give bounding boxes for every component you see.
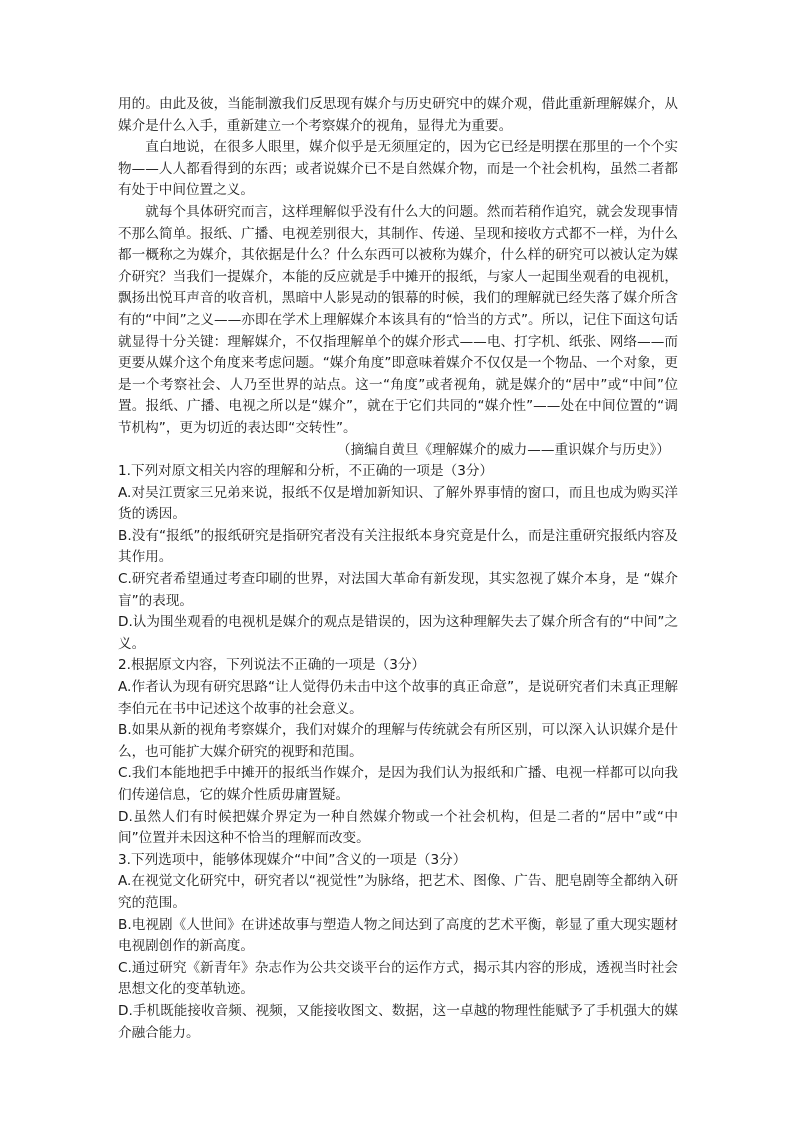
question-1-option-d: D.认为围坐观看的电视机是媒介的观点是错误的，因为这种理解失去了媒介所含有的“中间”之义。 [118, 614, 678, 652]
question-3-option-c: C.通过研究《新青年》杂志作为公共交谈平台的运作方式，揭示其内容的形成，透视当时社会思想文化的变革轨迹。 [118, 959, 678, 998]
question-3-option-a: A.在视觉文化研究中，研究者以“视觉性”为脉络，把艺术、图像、广告、肥皂剧等全都纳入研究的范围。 [118, 873, 678, 911]
source-citation: （摘编自黄旦《理解媒介的威力——重识媒介与历史》） [336, 441, 670, 458]
passage-paragraph-2: 直白地说，在很多人眼里，媒介似乎是无须厘定的，因为它已经是明摆在那里的一个个实物——人人都看得到的东西；或者说媒介已不是自然媒介物，而是一个社会机构，虽然二者都有处于中间位置之义。 [118, 139, 678, 199]
question-1-option-c: C.研究者希望通过考查印刷的世界，对法国大革命有新发现，其实忽视了媒介本身，是 “媒介盲”的表现。 [118, 571, 678, 609]
question-3-stem: 3.下列选项中，能够体现媒介“中间”含义的一项是（3分） [118, 851, 467, 868]
document-page [118, 94, 678, 1044]
question-2-stem: 2.根据原文内容，下列说法不正确的一项是（3分） [118, 657, 426, 674]
question-2-option-b: B.如果从新的视角考察媒介，我们对媒介的理解与传统就会有所区别，可以深入认识媒介是什么，也可能扩大媒介研究的视野和范围。 [118, 722, 678, 760]
question-1-option-b: B.没有“报纸”的报纸研究是指研究者没有关注报纸本身究竟是什么，而是注重研究报纸内容及其作用。 [118, 527, 678, 566]
question-3-option-d: D.手机既能接收音频、视频，又能接收图文、数据，这一卓越的物理性能赋予了手机强大的媒介融合能力。 [118, 1002, 678, 1041]
question-1-option-a: A.对吴江贾家三兄弟来说，报纸不仅是增加新知识、了解外界事情的窗口，而且也成为购买洋货的诱因。 [118, 484, 678, 523]
question-2-option-a: A.作者认为现有研究思路“让人觉得仍未击中这个故事的真正命意”，是说研究者们未真正理解李伯元在书中记述这个故事的社会意义。 [118, 679, 678, 717]
question-2-option-c: C.我们本能地把手中摊开的报纸当作媒介，是因为我们认为报纸和广播、电视一样都可以向我们传递信息，它的媒介性质毋庸置疑。 [118, 765, 678, 803]
passage-paragraph-3: 就每个具体研究而言，这样理解似乎没有什么大的问题。然而若稍作追究，就会发现事情不那么简单。报纸、广播、电视差别很大，其制作、传递、呈现和接收方式都不一样，为什么都一概称之为媒介，其依据是什么？什么东西可以被称为媒介，什么样的研究可以被认定为媒介研究？当我们一提媒介，本能的反应就是手中摊开的报纸，与家人一起围坐观看的电视机，飘扬出悦耳声音的收音机，黑暗中人影晃动的银幕的时候，我们的理解就已经失落了媒介所含有的“中间”之义——亦即在学术上理解媒介本该具有的“恰当的方式”。所以，记住下面这句话就显得十分关键：理解媒介，不仅指理解单个的媒介形式——电、打字机、纸张、网络——而更要从媒介这个角度来考虑问题。“媒介角度”即意味着媒介不仅仅是一个物品、一个对象，更是一个考察社会、人乃至世界的站点。这一“角度”或者视角，就是媒介的“居中”或“中间”位置。报纸、广播、电视之所以是“媒介”，就在于它们共同的“媒介性”——处在中间位置的“调节机构”，更为切近的表达即“交转性”。 [118, 203, 678, 436]
question-2-option-d: D.虽然人们有时候把媒介界定为一种自然媒介物或一个社会机构，但是二者的“居中”或“中间”位置并未因这种不恰当的理解而改变。 [118, 808, 678, 847]
question-1-stem: 1.下列对原文相关内容的理解和分析，不正确的一项是（3分） [118, 463, 494, 480]
passage-paragraph-1: 用的。由此及彼，当能制激我们反思现有媒介与历史研究中的媒介观，借此重新理解媒介，从媒介是什么入手，重新建立一个考察媒介的视角，显得尤为重要。 [118, 96, 678, 134]
question-3-option-b: B.电视剧《人世间》在讲述故事与塑造人物之间达到了高度的艺术平衡，彰显了重大现实题材电视剧创作的新高度。 [118, 916, 678, 955]
